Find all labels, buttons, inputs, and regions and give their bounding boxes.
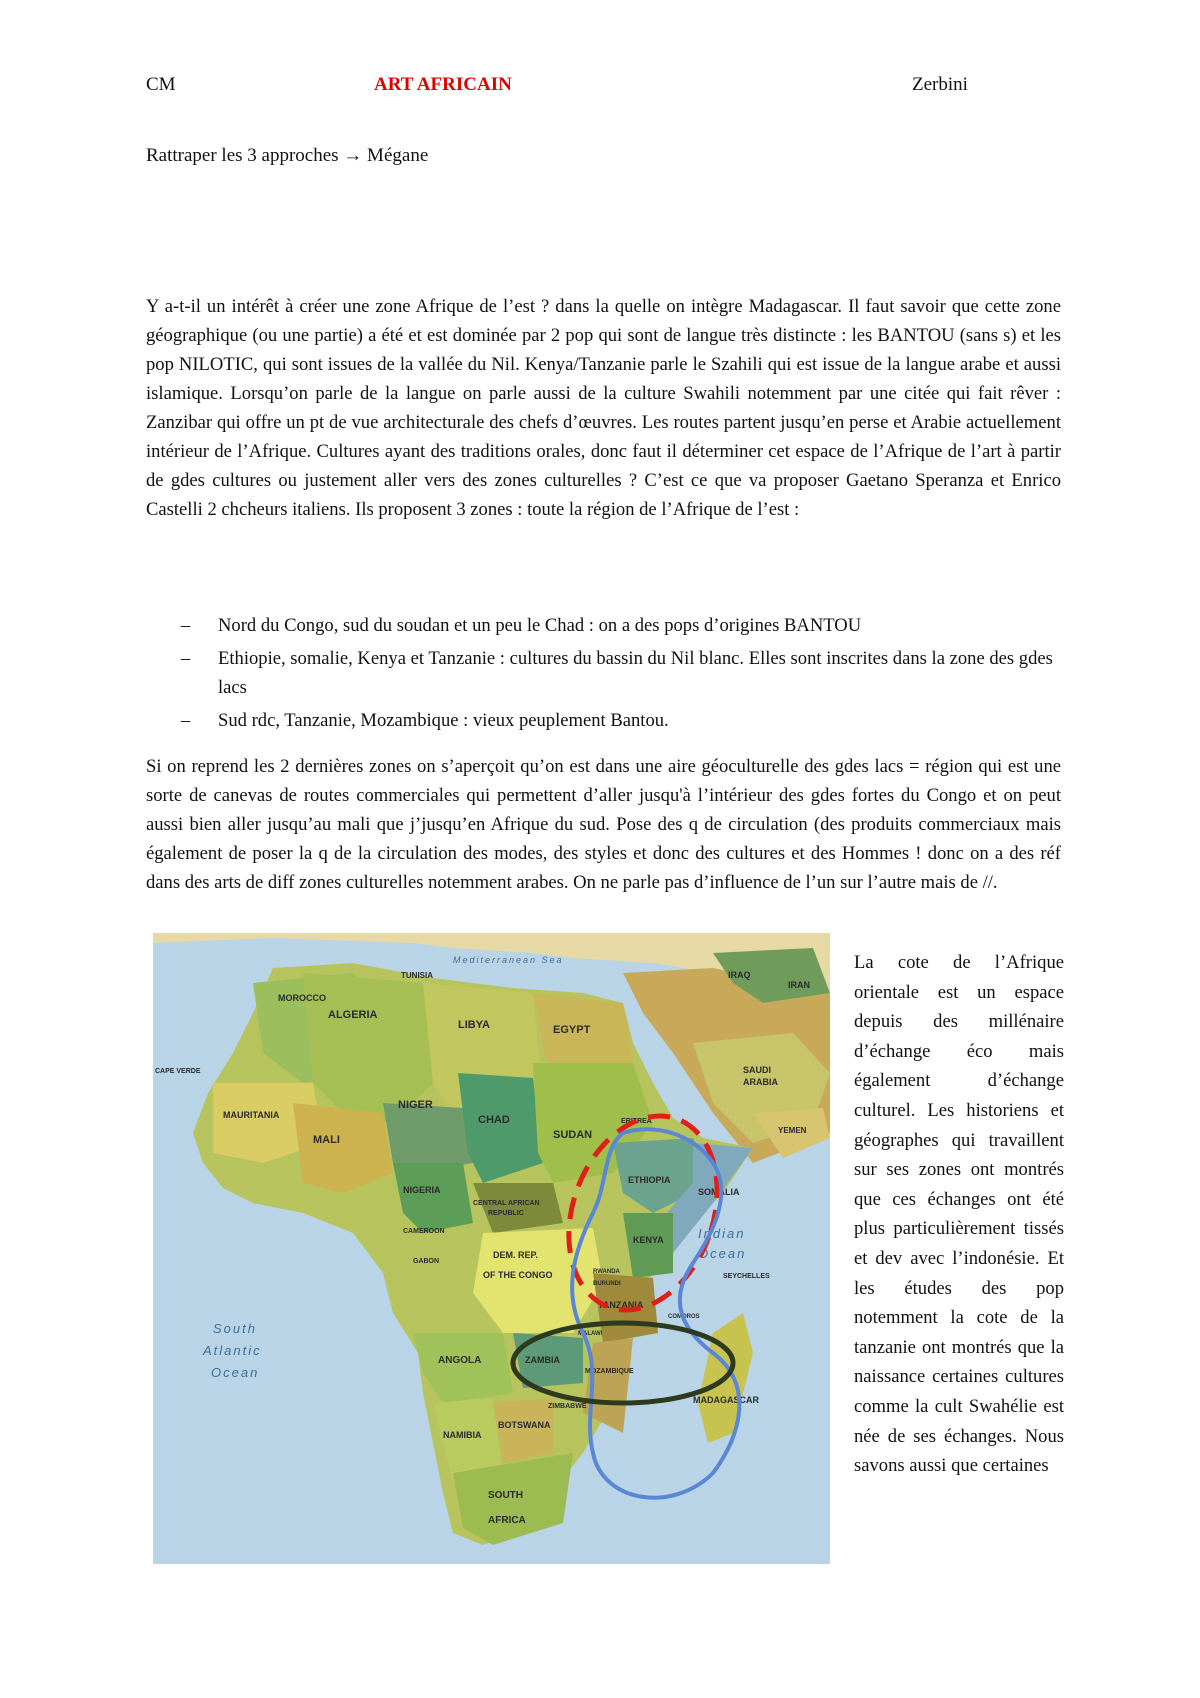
list-item — [146, 611, 1061, 640]
label-gabon: GABON — [413, 1258, 440, 1265]
label-south: SOUTH — [488, 1490, 523, 1501]
label-saudi: SAUDI — [743, 1065, 772, 1075]
label-car: CENTRAL AFRICAN — [473, 1200, 540, 1207]
label-sudan: SUDAN — [553, 1129, 593, 1141]
bullet-dash: – — [181, 615, 191, 636]
label-comoros: COMOROS — [668, 1314, 700, 1320]
label-tunisia: TUNISIA — [401, 971, 433, 980]
label-chad: CHAD — [478, 1114, 510, 1126]
label-rwanda: RWANDA — [593, 1269, 620, 1275]
label-botswana: BOTSWANA — [498, 1420, 551, 1430]
zones-list — [146, 611, 1061, 739]
map-niger — [383, 1103, 473, 1173]
label-eritrea: ERITREA — [621, 1118, 652, 1125]
side-paragraph: La cote de l’Afrique orientale est un espace depuis des millénaire d’échange éco mais également d’échange culturel. Les historiens et géographes qui travaillent sur ses zones ont montrés que ces échanges ont été plus particulièrement tissés et dev avec l’indonésie. Et les études des pop notemment la cote de la tanzanie ont montrés que la naissance certaines cultures comme la cult Swahélie est née de ses échanges. Nous savons aussi que certaines — [854, 952, 1064, 1477]
label-iran: IRAN — [788, 980, 810, 990]
label-egypt: EGYPT — [553, 1024, 591, 1036]
header-title: ART AFRICAIN — [374, 74, 512, 95]
label-nigeria: NIGERIA — [403, 1185, 441, 1195]
list-item — [146, 644, 1061, 702]
list-item-text: Sud rdc, Tanzanie, Mozambique : vieux peuplement Bantou. — [218, 710, 669, 731]
label-cameroon: CAMEROON — [403, 1228, 445, 1235]
header-left: CM — [146, 74, 176, 95]
label-drc2: OF THE CONGO — [483, 1270, 553, 1280]
label-malawi: MALAWI — [578, 1331, 603, 1337]
label-ethiopia: ETHIOPIA — [628, 1175, 671, 1185]
label-mozambique: MOZAMBIQUE — [585, 1368, 634, 1375]
label-niger: NIGER — [398, 1099, 433, 1111]
label-yemen: YEMEN — [778, 1126, 807, 1135]
label-libya: LIBYA — [458, 1019, 490, 1031]
label-atlantic-2: Atlantic — [203, 1343, 262, 1358]
label-morocco: MOROCCO — [278, 993, 326, 1003]
list-item-text: Ethiopie, somalie, Kenya et Tanzanie : cultures du bassin du Nil blanc. Elles sont inscrites dans la zone des gdes lacs — [218, 648, 1053, 698]
label-tanzania: TANZANIA — [598, 1300, 644, 1310]
label-drc: DEM. REP. — [493, 1250, 538, 1260]
label-indian-1: Indian — [698, 1226, 746, 1241]
label-med: Mediterranean Sea — [453, 955, 564, 965]
label-namibia: NAMIBIA — [443, 1430, 482, 1440]
label-mali: MALI — [313, 1134, 340, 1146]
subtitle: Rattraper les 3 approches → Mégane — [146, 145, 429, 166]
list-item — [146, 706, 1061, 735]
label-atlantic-3: Ocean — [211, 1365, 260, 1380]
label-zambia: ZAMBIA — [525, 1355, 560, 1365]
label-mauritania: MAURITANIA — [223, 1110, 280, 1120]
africa-map — [153, 933, 830, 1564]
bullet-dash: – — [181, 710, 191, 731]
label-africa: AFRICA — [488, 1515, 526, 1526]
label-car2: REPUBLIC — [488, 1210, 524, 1217]
label-madagascar: MADAGASCAR — [693, 1395, 759, 1405]
label-capeverde: CAPE VERDE — [155, 1068, 201, 1075]
label-indian-2: Ocean — [698, 1246, 747, 1261]
label-iraq: IRAQ — [728, 970, 751, 980]
map-botswana — [493, 1398, 553, 1463]
label-arabia: ARABIA — [743, 1077, 778, 1087]
label-kenya: KENYA — [633, 1235, 664, 1245]
label-somalia: SOMALIA — [698, 1187, 740, 1197]
label-seychelles: SEYCHELLES — [723, 1273, 770, 1280]
label-atlantic-1: South — [213, 1321, 257, 1336]
label-algeria: ALGERIA — [328, 1009, 378, 1021]
label-burundi: BURUNDI — [593, 1281, 621, 1287]
label-angola: ANGOLA — [438, 1355, 482, 1366]
bullet-dash: – — [181, 648, 191, 669]
header-right: Zerbini — [912, 74, 968, 95]
paragraph-1: Y a-t-il un intérêt à créer une zone Afrique de l’est ? dans la quelle on intègre Madagascar. Il faut savoir que cette zone géographique (ou une partie) a été et est dominée par 2 pop qui sont de langue très distincte : les BANTOU (sans s) et les pop NILOTIC, qui sont issues de la vallée du Nil. Kenya/Tanzanie parle le Szahili qui est issue de la langue arabe et aussi islamique. Lorsqu’on parle de la langue on parle aussi de la culture Swahili notemment par une citée qui fait rêver : Zanzibar qui offre un pt de vue architecturale des chefs d’œuvres. Les routes partent jusqu’en perse et Arabie actuellement intérieur de l’Afrique. Cultures ayant des traditions orales, donc faut il déterminer cet espace de l’Afrique de l’art à partir de gdes cultures ou justement aller vers des zones culturelles ? C’est ce que va proposer Gaetano Speranza et Enrico Castelli 2 chcheurs italiens. Ils proposent 3 zones : toute la région de l’Afrique de l’est : — [146, 296, 1061, 520]
label-zimbabwe: ZIMBABWE — [548, 1403, 587, 1410]
paragraph-2: Si on reprend les 2 dernières zones on s’aperçoit qu’on est dans une aire géoculturelle des gdes lacs = région qui est une sorte de canevas de routes commerciales qui permettent d’aller jusqu'à l’intérieur des gdes fortes du Congo et on peut aussi bien aller jusqu’au mali que j’jusqu’en Afrique du sud. Pose des q de circulation (des produits commerciaux mais également de poser la q de la circulation des modes, des styles et donc des cultures et des Hommes ! donc on a des réf dans des arts de diff zones culturelles notemment arabes. On ne parle pas d’influence de l’un sur l’autre mais de //. — [146, 756, 1061, 893]
list-item-text: Nord du Congo, sud du soudan et un peu le Chad : on a des pops d’origines BANTOU — [218, 615, 862, 636]
